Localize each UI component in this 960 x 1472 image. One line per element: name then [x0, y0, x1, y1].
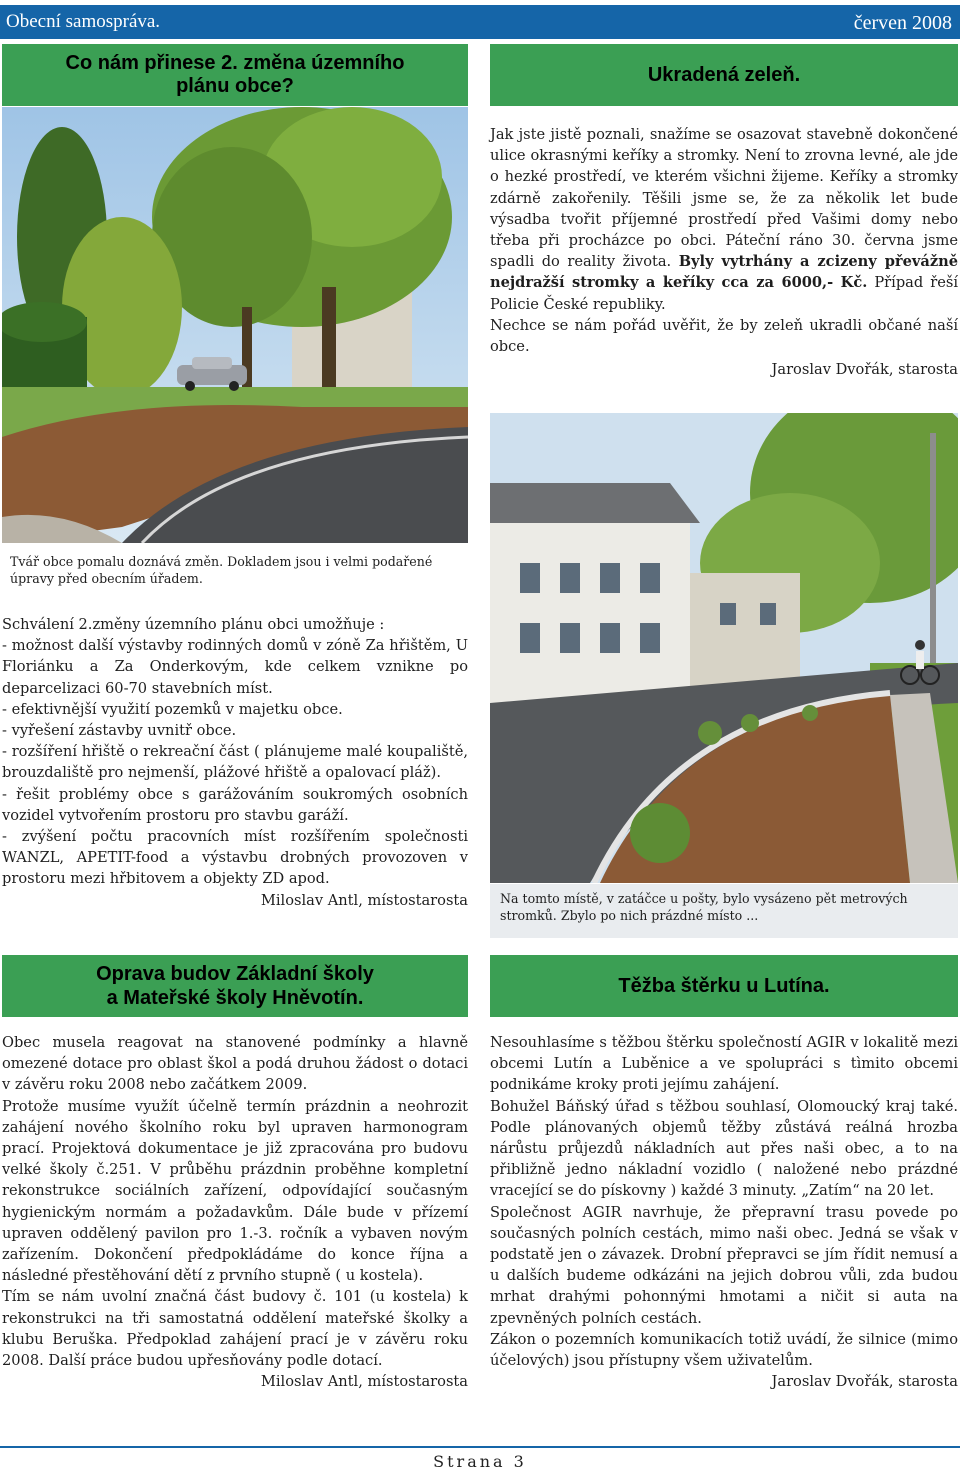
- gravel-title-text: Těžba štěrku u Lutína.: [618, 975, 830, 997]
- plan-article-title: [2, 44, 468, 106]
- photo-post-office-bend-image: [490, 413, 958, 883]
- photo-village-square-image: [2, 107, 468, 543]
- gravel-paragraph: Společnost AGIR navrhuje, že přepravní trasu povede po současných polních cestách, mimo naši obec. Jedná se však v podstatě jen o závazek. Drobní přepravci se jím řídit nemusí a u dalších budeme odkázáni na jejich dobrou vůli, zda budou mrhat drahými pohonnými hmotami a ničit si auta na zpevněných polních cestách.: [490, 1203, 958, 1327]
- gravel-paragraph: Zákon o pozemních komunikacích totiž uvádí, že silnice (mimo účelových) jsou přístupny všem uživatelům.: [490, 1330, 958, 1370]
- plan-signature: Miloslav Antl, místostarosta: [260, 891, 468, 909]
- green-paragraph-2: Nechce se nám pořád uvěřit, že by zeleň ukradli občané naší obce.: [490, 316, 958, 356]
- footer-rule: [0, 1446, 960, 1448]
- green-title-text: Ukradená zeleň.: [647, 64, 801, 86]
- plan-paragraph: - řešit problémy obce s garážováním soukromých osobních vozidel vytvořením prostoru pro stavbu garáží.: [2, 785, 468, 824]
- photo-village-square-caption: [2, 547, 468, 595]
- plan-paragraph: - možnost další výstavby rodinných domů v zóně Za hřištěm, U Floriánku a Za Onderkovým, kde celkem vznikne po deparcelizaci 60-70 stavebních míst.: [2, 637, 468, 697]
- school-paragraph: Protože musíme využít účelně termín prázdnin a neohrozit zahájení nového školního roku byl upraven harmonogram prací. Projektová dokumentace je již zpracována pro budovu velké školy č.251. V průběhu prázdnin proběhne kompletní rekonstrukce sociálních zařízení, odpovídající současným hygienickým normám a požadavkům. Dále bude v přízemí upraven oddělený pavilon pro 1.-3. ročník a vybaven novým zařízením. Dokončení předpokládáme do konce října a následné přestěhování dětí z prvního stupně ( u kostela).: [2, 1097, 468, 1285]
- school-title-line2: a Mateřské školy Hněvotín.: [106, 987, 364, 1009]
- photo-village-square: [2, 107, 468, 543]
- plan-title-line2: plánu obce?: [176, 75, 294, 97]
- plan-article-body: [2, 614, 468, 911]
- school-article-title: [2, 955, 468, 1017]
- photo-post-office-bend-caption: [490, 884, 958, 938]
- school-paragraph: Obec musela reagovat na stanovené podmínky a hlavně omezené dotace pro oblast škol a podá druhou žádost o dotaci v závěru roku 2008 nebo začátkem 2009.: [2, 1034, 468, 1094]
- green-paragraph-1: [490, 124, 958, 315]
- plan-paragraph: Schválení 2.změny územního plánu obci umožňuje :: [2, 616, 385, 633]
- issue-date: červen 2008: [853, 12, 952, 34]
- plan-title-line1: Co nám přinese 2. změna územního: [65, 52, 405, 74]
- school-paragraph: Tím se nám uvolní značná část budovy č. 101 (u kostela) k rekonstrukci na tři samostatná oddělení mateřské školky a klubu Beruška. Předpoklad zahájení prací je v závěru roku 2008. Další práce budou upřesňovány podle dotací.: [2, 1288, 468, 1370]
- green-article-body: [490, 124, 958, 380]
- plan-paragraph: - rozšíření hřiště o rekreační část ( plánujeme malé koupaliště, brouzdaliště pro nejmenší, plážové hřiště a opalovací pláž).: [2, 743, 468, 782]
- green-signature: Jaroslav Dvořák, starosta: [771, 361, 958, 379]
- page-number: Strana 3: [433, 1452, 527, 1471]
- school-signature: Miloslav Antl, místostarosta: [260, 1373, 468, 1391]
- school-article-body: [2, 1032, 468, 1392]
- caption-text: Na tomto místě, v zatáčce u pošty, bylo vysázeno pět metrových stromků. Zbylo po nich prázdné místo ...: [500, 891, 908, 923]
- green-text-2: Případ řeší Policie České republiky.: [490, 274, 959, 313]
- caption-text: Tvář obce pomalu doznává změn. Dokladem jsou i velmi podařené úpravy před obecním úřadem.: [10, 554, 433, 586]
- plan-paragraph: - efektivnější využití pozemků v majetku obce.: [2, 700, 343, 718]
- plan-paragraph: - zvýšení počtu pracovních míst rozšířením společnosti WANZL, APETIT-food a výstavbu drobných provozoven v prostoru mezi hřbitovem a objekty ZD apod.: [2, 828, 468, 888]
- green-text-bold: Byly vytrhány a zcizeny převážně nejdražší stromky a keříky cca za 6000,- Kč.: [490, 253, 959, 292]
- gravel-paragraph: Nesouhlasíme s těžbou štěrku společností AGIR v lokalitě mezi obcemi Lutín a Luběnice a ve spolupráci s tìmito obcemi podnikáme kroky proti jejímu zahájení.: [490, 1034, 958, 1094]
- plan-paragraph: - vyřešení zástavby uvnitř obce.: [2, 722, 237, 740]
- green-article-title: [490, 44, 958, 106]
- section-name: Obecní samospráva.: [6, 11, 161, 32]
- photo-post-office-bend: [490, 413, 958, 883]
- gravel-paragraph: Bohužel Báňský úřad s těžbou souhlasí, Olomoucký kraj také. Podle plánovaných objemů těžby zůstává reálná hrozba nárůstu průjezdů nákladních aut přes naši obec, a to na přibližně jedno nákladní vozidlo ( naložené nebo prázdné vracející se do pískovny ) každé 3 minuty. „Zatím“ na 20 let.: [490, 1097, 958, 1200]
- gravel-article-title: [490, 955, 958, 1017]
- green-text-1: Jak jste jistě poznali, snažíme se osazovat stavebně dokončené ulice okrasnými keříky a stromky. Není to zrovna levné, ale jde o hezké prostředí, ve kterém všichni žijeme. Keříky a stromky zdárně zakořenily. Těšili jsme se, že za několik let bude výsadba tvořit příjemné prostředí před Vašimi domy nebo třeba při procházce po obci. Páteční ráno 30. června jsme spadli do reality života.: [490, 126, 958, 271]
- school-title-line1: Oprava budov Základní školy: [96, 963, 374, 985]
- gravel-signature: Jaroslav Dvořák, starosta: [771, 1373, 958, 1391]
- page-header: [0, 5, 960, 39]
- gravel-article-body: [490, 1032, 958, 1392]
